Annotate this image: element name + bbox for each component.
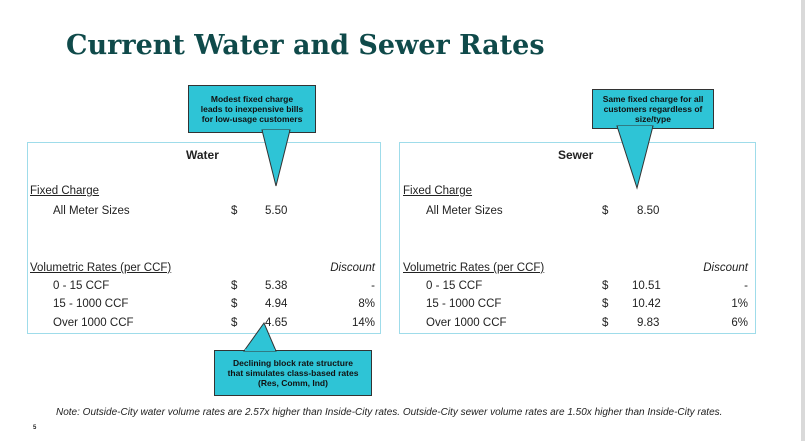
water-tier-1-currency: $ <box>231 280 238 292</box>
sewer-fixed-charge-callout <box>592 89 714 129</box>
water-heading: Water <box>186 148 219 162</box>
callout-line: that simulates class-based rates <box>227 368 359 378</box>
sewer-tier-1-currency: $ <box>602 280 609 292</box>
water-tier-3: Over 1000 CCF <box>53 317 134 329</box>
callout-line: Declining block rate structure <box>233 358 353 368</box>
sewer-tier-2-discount: 1% <box>731 298 748 310</box>
sewer-meter-label: All Meter Sizes <box>426 205 503 217</box>
water-tier-3-value: 4.65 <box>265 317 288 329</box>
sewer-fixed-charge-label: Fixed Charge <box>403 185 473 197</box>
water-tier-2: 15 - 1000 CCF <box>53 298 129 310</box>
water-tier-3-discount: 14% <box>351 317 375 329</box>
declining-block-callout <box>214 350 372 396</box>
sewer-tier-1-discount: - <box>744 280 748 292</box>
sewer-fixed-value: 8.50 <box>637 205 660 217</box>
callout-line: Modest fixed charge <box>210 94 294 104</box>
sewer-tier-2-currency: $ <box>602 298 609 310</box>
slide-edge <box>801 0 805 441</box>
sewer-volumetric-label: Volumetric Rates (per CCF) <box>403 262 545 274</box>
water-tier-2-discount: 8% <box>358 298 375 310</box>
sewer-fixed-currency: $ <box>602 205 609 217</box>
sewer-tier-1-value: 10.51 <box>632 280 661 292</box>
sewer-discount-header: Discount <box>703 262 748 274</box>
water-fixed-charge-label: Fixed Charge <box>30 185 100 197</box>
water-fixed-value: 5.50 <box>265 205 288 217</box>
water-tier-1: 0 - 15 CCF <box>53 280 110 292</box>
water-discount-header: Discount <box>330 262 375 274</box>
water-tier-3-currency: $ <box>231 317 238 329</box>
water-fixed-currency: $ <box>231 205 238 217</box>
water-tier-1-value: 5.38 <box>265 280 288 292</box>
page-title: Current Water and Sewer Rates <box>66 30 545 61</box>
rates-note: Note: Outside-City water volume rates are 2.57x higher than Inside-City rates. Outside-City sewer volume rates are 1.50x higher than Inside-City rates. <box>56 407 723 418</box>
callout-pointer <box>240 323 290 363</box>
water-tier-2-currency: $ <box>231 298 238 310</box>
callout-line: leads to inexpensive bills <box>200 104 304 114</box>
water-volumetric-label: Volumetric Rates (per CCF) <box>30 262 172 274</box>
water-tier-1-discount: - <box>371 280 375 292</box>
sewer-tier-3-value: 9.83 <box>637 317 660 329</box>
callout-pointer <box>613 126 663 196</box>
sewer-tier-3-discount: 6% <box>731 317 748 329</box>
sewer-tier-1: 0 - 15 CCF <box>426 280 483 292</box>
water-fixed-charge-callout <box>188 85 316 133</box>
sewer-rates-panel <box>399 142 756 334</box>
slide-number: 5 <box>33 425 37 431</box>
water-tier-2-value: 4.94 <box>265 298 288 310</box>
sewer-tier-3-currency: $ <box>602 317 609 329</box>
water-meter-label: All Meter Sizes <box>53 205 130 217</box>
sewer-heading: Sewer <box>558 148 594 162</box>
callout-line: (Res, Comm, Ind) <box>258 378 328 388</box>
sewer-tier-3: Over 1000 CCF <box>426 317 507 329</box>
callout-pointer <box>252 130 292 190</box>
water-rates-panel <box>27 142 381 334</box>
callout-line: Same fixed charge for all <box>602 94 704 104</box>
sewer-tier-2-value: 10.42 <box>632 298 661 310</box>
callout-line: size/type <box>635 114 671 124</box>
sewer-tier-2: 15 - 1000 CCF <box>426 298 502 310</box>
callout-line: for low-usage customers <box>201 114 303 124</box>
callout-line: customers regardless of <box>603 104 703 114</box>
